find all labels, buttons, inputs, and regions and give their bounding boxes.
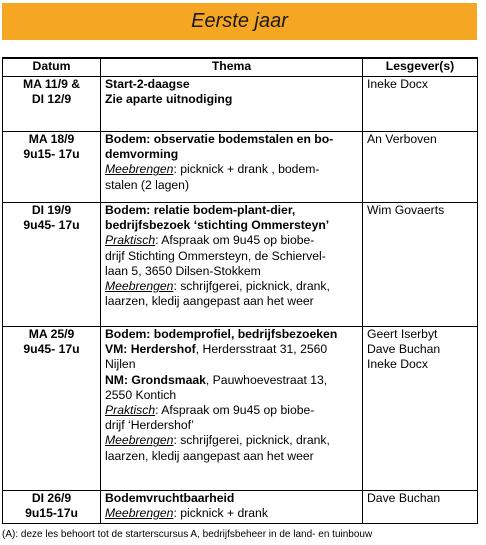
date-line: DI 19/9 (31, 203, 72, 217)
table-row (3, 203, 478, 327)
bring-line (105, 506, 358, 521)
bring-label: Meebrengen (105, 506, 174, 521)
bring-text: laarzen, kledij aangepast aan het weer (105, 448, 314, 463)
date-cell (3, 203, 101, 327)
column-header-date: Datum (3, 58, 101, 77)
teacher-cell (363, 327, 478, 491)
teacher-cell (363, 77, 478, 132)
footnote: (A): deze les behoort tot de starterscursus A, bedrijfsbeheer in de land- en tuinbouw (2, 529, 373, 540)
bring-label: Meebrengen (105, 433, 174, 448)
date-cell (3, 327, 101, 491)
date-cell (3, 491, 101, 524)
table-row (3, 132, 478, 203)
vm-text: Nijlen (105, 357, 136, 372)
bring-line (105, 279, 358, 294)
teacher-cell (363, 203, 478, 327)
practical-label: Praktisch (105, 403, 156, 418)
column-header-theme: Thema (101, 58, 363, 77)
theme-cell (101, 77, 363, 132)
date-line: MA 11/9 & (22, 77, 81, 91)
time-line: 9u45- 17u (23, 342, 80, 357)
bring-label: Meebrengen (105, 279, 174, 294)
practical-line (105, 233, 358, 248)
teacher-name: An Verboven (367, 132, 437, 146)
practical-text: : Afspraak om 9u45 op biobe- (155, 403, 315, 418)
table-row (3, 327, 478, 491)
time-line: 9u45- 17u (23, 218, 80, 233)
teacher-cell (363, 132, 478, 203)
teacher-name: Geert Iserbyt (367, 327, 438, 341)
date-line: DI 26/9 (31, 491, 72, 505)
bring-text: stalen (2 lagen) (105, 177, 190, 192)
date-line: MA 18/9 (28, 132, 75, 146)
theme-title: Bodem: observatie bodemstalen en bo- (105, 132, 334, 146)
practical-label: Praktisch (105, 233, 156, 248)
nm-line (105, 373, 358, 388)
theme-title: Start-2-daagse (105, 77, 190, 91)
theme-cell (101, 203, 363, 327)
time-line: 9u15- 17u (23, 147, 80, 162)
bring-text: : picknick + drank , bodem- (173, 162, 320, 177)
bring-text: : schrijfgerei, picknick, drank, (173, 279, 330, 294)
nm-text: , Pauwhoevestraat 13, (205, 372, 328, 387)
vm-label: VM: Herdershof (105, 342, 196, 357)
theme-title: Bodem: relatie bodem-plant-dier, (105, 203, 296, 217)
teacher-name: Wim Govaerts (367, 203, 445, 217)
schedule-table (2, 57, 478, 524)
teacher-cell (363, 491, 478, 524)
date-cell (3, 132, 101, 203)
theme-title: Bodem: bodemprofiel, bedrijfsbezoeken (105, 327, 338, 341)
column-header-teacher: Lesgever(s) (363, 58, 478, 77)
teacher-name: Ineke Docx (367, 357, 428, 372)
theme-title: Bodemvruchtbaarheid (105, 491, 235, 505)
table-header-row (3, 58, 478, 77)
practical-text: laan 5, 3650 Dilsen-Stokkem (105, 263, 261, 278)
nm-text: 2550 Kontich (105, 387, 177, 402)
time-line: 9u15-17u (25, 506, 78, 521)
bring-line (105, 433, 358, 448)
teacher-name: Ineke Docx (367, 77, 428, 91)
bring-label: Meebrengen (105, 162, 174, 177)
practical-text: drijf Stichting Ommersteyn, de Schiervel- (105, 248, 326, 263)
practical-text: : Afspraak om 9u45 op biobe- (155, 233, 315, 248)
theme-title: demvorming (105, 147, 179, 162)
theme-title: bedrijfsbezoek ‘stichting Ommersteyn’ (105, 218, 330, 233)
bring-text: : schrijfgerei, picknick, drank, (173, 433, 330, 448)
theme-cell (101, 132, 363, 203)
teacher-name: Dave Buchan (367, 491, 441, 505)
section-title: Eerste jaar (191, 10, 288, 32)
vm-text: , Herdersstraat 31, 2560 (195, 342, 328, 357)
vm-line (105, 342, 358, 357)
table-row (3, 77, 478, 132)
theme-cell (101, 327, 363, 491)
practical-text: drijf ‘Herdershof’ (105, 418, 194, 433)
date-line: MA 25/9 (28, 327, 75, 341)
date-cell (3, 77, 101, 132)
date-line: DI 12/9 (31, 92, 72, 107)
bring-text: laarzen, kledij aangepast aan het weer (105, 294, 314, 309)
teacher-name: Dave Buchan (367, 342, 441, 357)
practical-line (105, 403, 358, 418)
theme-title: Zie aparte uitnodiging (105, 92, 233, 107)
bring-text: : picknick + drank (173, 506, 268, 521)
bring-line (105, 162, 358, 177)
theme-cell (101, 491, 363, 524)
nm-label: NM: Grondsmaak (105, 372, 206, 387)
table-row (3, 491, 478, 524)
section-banner (2, 3, 477, 40)
